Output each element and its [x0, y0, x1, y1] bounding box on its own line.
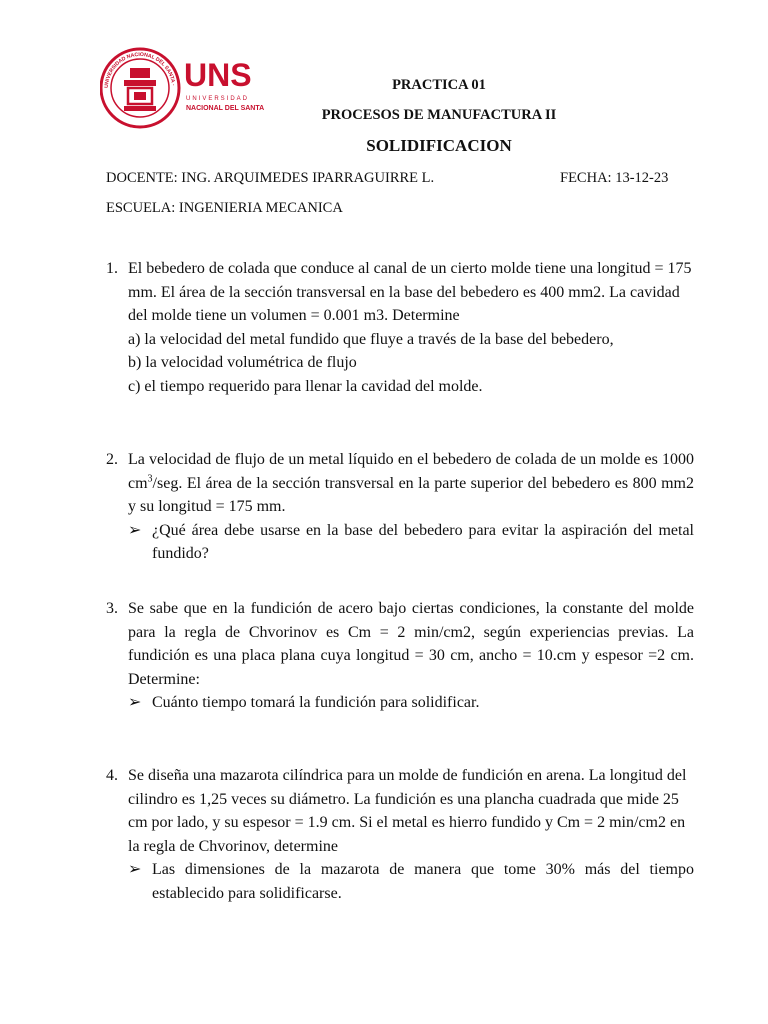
question-number: 2. [106, 451, 118, 468]
question-number: 3. [106, 600, 118, 617]
topic-title: SOLIDIFICACION [366, 136, 512, 155]
question-text: El bebedero de colada que conduce al canal de un cierto molde tiene una longitud = 175 mm. El área de la sección transversal en la base del bebedero es 400 mm2. La cavidad del molde tiene un volumen = 0.001 m3. Determine [128, 260, 692, 324]
question-item: c) el tiempo requerido para llenar la cavidad del molde. [128, 377, 483, 395]
logo-text: UNS [184, 57, 252, 93]
seal-text: UNIVERSIDAD NACIONAL DEL SANTA · [103, 51, 176, 89]
question-bullet: ➢ Cuánto tiempo tomará la fundición para solidificar. [128, 691, 694, 715]
course-title: PROCESOS DE MANUFACTURA II [321, 107, 557, 123]
question-bullet: ➢ Las dimensiones de la mazarota de manera que tome 30% más del tiempo establecido para solidificarse. [128, 858, 694, 905]
question-bullet: ➢ ¿Qué área debe usarse en la base del bebedero para evitar la aspiración del metal fundido? [128, 519, 694, 566]
arrow-bullet-icon: ➢ [128, 861, 142, 878]
school-field: ESCUELA: INGENIERIA MECANICA [106, 200, 343, 216]
question-2 [106, 448, 694, 566]
question-number: 1. [106, 260, 118, 277]
question-item: b) la velocidad volumétrica de flujo [128, 354, 357, 371]
question-item: a) la velocidad del metal fundido que fluye a través de la base del bebedero, [128, 330, 614, 348]
logo-subtitle-2: NACIONAL DEL SANTA [186, 105, 265, 112]
date-field: FECHA: 13-12-23 [560, 170, 669, 186]
practice-title: PRACTICA 01 [392, 77, 486, 93]
arrow-bullet-icon: ➢ [128, 694, 142, 711]
logo-subtitle-1: UNIVERSIDAD [186, 96, 250, 102]
question-text: Se sabe que en la fundición de acero bajo ciertas condiciones, la constante del molde para la regla de Chvorinov es Cm = 2 min/cm2, según experiencias previas. La fundición es una placa plana cuya longitud = 30 cm, ancho = 10.cm y espesor =2 cm. Determine: [128, 600, 694, 688]
question-text: Se diseña una mazarota cilíndrica para un molde de fundición en arena. La longitud del cilindro es 1,25 veces su diámetro. La fundición es una plancha cuadrada que mide 25 cm por lado, y su espesor = 1.9 cm. Si el metal es hierro fundido y Cm = 2 min/cm2 en la regla de Chvorinov, determine [128, 767, 687, 855]
teacher-field: DOCENTE: ING. ARQUIMEDES IPARRAGUIRRE L. [106, 170, 435, 186]
question-1 [106, 257, 694, 398]
question-number: 4. [106, 767, 118, 784]
question-4 [106, 764, 694, 905]
arrow-bullet-icon: ➢ [128, 521, 142, 539]
question-text: La velocidad de flujo de un metal líquido en el bebedero de colada de un molde es 1000 $cm^3$/seg. El área de la sección transversal en la parte superior del bebedero es 800 mm2 y su longitud = 175 mm. [128, 451, 694, 515]
question-3 [106, 597, 694, 715]
